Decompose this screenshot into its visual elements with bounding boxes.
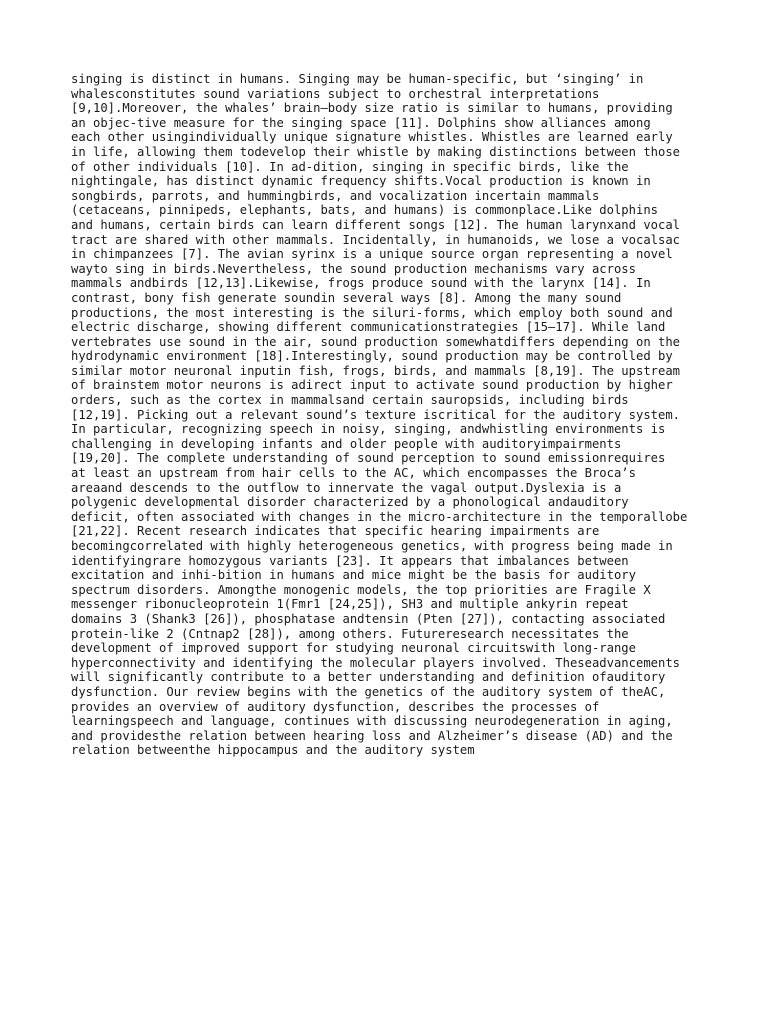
text-line: [21,22]. Recent research indicates that specific hearing impairments are (71, 524, 600, 539)
text-line: songbirds, parrots, and hummingbirds, and vocalization incertain mammals (71, 188, 600, 203)
text-line: becomingcorrelated with highly heterogeneous genetics, with progress being made in (71, 539, 673, 553)
text-line: and humans, certain birds can learn different songs [12]. The human larynxand vocal (71, 217, 681, 232)
text-line: similar motor neuronal inputin fish, frogs, birds, and mammals [8,19]. The upstream (71, 363, 681, 378)
text-line: in chimpanzees [7]. The avian syrinx is a unique source organ representing a novel (71, 247, 673, 262)
text-line: orders, such as the cortex in mammalsand certain sauropsids, including birds (71, 393, 629, 408)
text-line: vertebrates use sound in the air, sound production somewhatdiffers depending on the (71, 334, 681, 349)
text-line: (cetaceans, pinnipeds, elephants, bats, and humans) is commonplace.Like dolphins (71, 203, 658, 218)
text-line: deficit, often associated with changes in the micro-architecture in the temporallobe (71, 509, 688, 524)
text-line: tract are shared with other mammals. Incidentally, in humanoids, we lose a vocalsac (71, 232, 681, 247)
text-line: dysfunction. Our review begins with the genetics of the auditory system of theAC, (71, 684, 666, 699)
text-line: contrast, bony fish generate soundin several ways [8]. Among the many sound (71, 290, 622, 305)
text-line: polygenic developmental disorder characterized by a phonological andauditory (71, 495, 629, 510)
text-line: hyperconnectivity and identifying the molecular players involved. Theseadvancements (71, 655, 681, 670)
text-line: each other usingindividually unique signature whistles. Whistles are learned early (71, 130, 673, 145)
text-line: relation betweenthe hippocampus and the auditory system (71, 743, 475, 758)
text-line: in life, allowing them todevelop their whistle by making distinctions between those (71, 144, 681, 159)
text-line: mammals andbirds [12,13].Likewise, frogs produce sound with the larynx [14]. In (71, 276, 651, 291)
text-line: In particular, recognizing speech in noisy, singing, andwhistling environments is (71, 422, 666, 437)
text-line: an objec-tive measure for the singing space [11]. Dolphins show alliances among (71, 115, 651, 130)
text-line: spectrum disorders. Amongthe monogenic models, the top priorities are Fragile X (71, 582, 651, 597)
body-text (71, 72, 711, 758)
text-line: [9,10].Moreover, the whales’ brain–body size ratio is similar to humans, providing (71, 101, 673, 116)
text-line: domains 3 (Shank3 [26]), phosphatase andtensin (Pten [27]), contacting associated (71, 611, 666, 626)
text-line: of other individuals [10]. In ad-dition, singing in specific birds, like the (71, 159, 629, 174)
text-line: learningspeech and language, continues with discussing neurodegeneration in aging, (71, 714, 673, 729)
text-line: productions, the most interesting is the siluri-forms, which employ both sound and (71, 305, 673, 320)
text-line: electric discharge, showing different communicationstrategies [15–17]. While land (71, 320, 666, 335)
text-line: [12,19]. Picking out a relevant sound’s texture iscritical for the auditory system. (71, 407, 681, 422)
text-line: whalesconstitutes sound variations subject to orchestral interpretations (71, 86, 600, 101)
text-line: development of improved support for studying neuronal circuitswith long-range (71, 641, 636, 656)
text-line: hydrodynamic environment [18].Interestingly, sound production may be controlled by (71, 349, 673, 364)
text-line: singing is distinct in humans. Singing may be human-specific, but ‘singing’ in (71, 72, 644, 86)
text-line: provides an overview of auditory dysfunction, describes the processes of (71, 699, 600, 714)
text-line: will significantly contribute to a better understanding and definition ofauditory (71, 670, 666, 685)
text-line: nightingale, has distinct dynamic frequency shifts.Vocal production is known in (71, 174, 651, 189)
text-line: at least an upstream from hair cells to the AC, which encompasses the Broca’s (71, 466, 636, 481)
text-line: challenging in developing infants and older people with auditoryimpairments (71, 436, 622, 451)
text-line: messenger ribonucleoprotein 1(Fmr1 [24,25]), SH3 and multiple ankyrin repeat (71, 597, 629, 612)
text-line: [19,20]. The complete understanding of sound perception to sound emissionrequires (71, 451, 666, 466)
text-line: of brainstem motor neurons is adirect input to activate sound production by higher (71, 378, 673, 393)
text-line: identifyingrare homozygous variants [23]. It appears that imbalances between (71, 553, 629, 568)
text-line: protein-like 2 (Cntnap2 [28]), among others. Futureresearch necessitates the (71, 626, 629, 641)
text-line: and providesthe relation between hearing loss and Alzheimer’s disease (AD) and the (71, 728, 673, 743)
text-line: areaand descends to the outflow to innervate the vagal output.Dyslexia is a (71, 480, 622, 495)
text-line: wayto sing in birds.Nevertheless, the sound production mechanisms vary across (71, 261, 636, 276)
text-line: excitation and inhi-bition in humans and mice might be the basis for auditory (71, 568, 636, 583)
